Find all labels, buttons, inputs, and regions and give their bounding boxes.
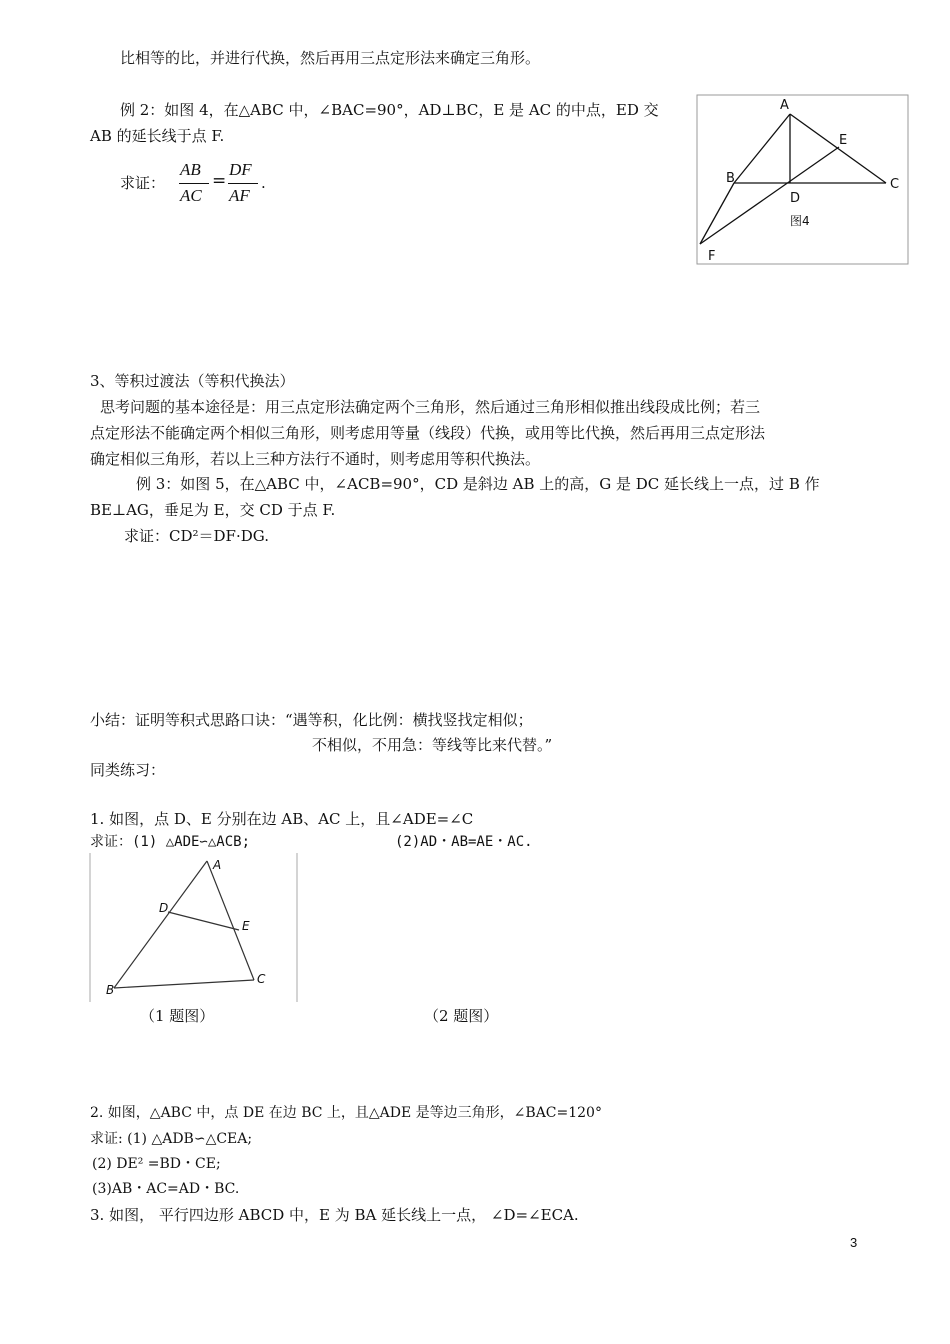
label-a: A bbox=[213, 858, 222, 872]
fraction-2-numerator: DF bbox=[229, 160, 252, 179]
question-1-figure bbox=[89, 852, 299, 1004]
example2-line2: AB 的延长线于点 F. bbox=[90, 127, 225, 145]
page-number: 3 bbox=[850, 1235, 858, 1250]
example3-line1: 例 3：如图 5，在△ABC 中，∠ACB=90°，CD 是斜边 AB 上的高，G 是 DC 延长线上一点，过 B 作 bbox=[136, 475, 820, 493]
segment-bc bbox=[114, 980, 254, 988]
section-3-para-line2: 点定形法不能确定两个相似三角形，则考虑用等量（线段）代换，或用等比代换，然后再用三点定形法 bbox=[90, 424, 766, 442]
fraction-1-bar bbox=[179, 183, 209, 184]
segment-ac bbox=[790, 114, 886, 183]
section-3-para-line3: 确定相似三角形，若以上三种方法行不通时，则考虑用等积代换法。 bbox=[90, 450, 541, 468]
label-b: B bbox=[106, 983, 115, 997]
question-2-prove-2: (2) DE² =BD・CE; bbox=[92, 1156, 221, 1172]
label-b: B bbox=[726, 171, 735, 186]
label-a: A bbox=[780, 98, 789, 113]
question-1-stem: 1. 如图，点 D、E 分别在边 AB、AC 上，且∠ADE=∠C bbox=[90, 810, 474, 828]
segment-ab bbox=[114, 861, 207, 988]
label-d: D bbox=[790, 191, 801, 206]
question-1-prove-1: 求证：(1) △ADE∽△ACB; bbox=[90, 834, 251, 850]
fraction-end-period: . bbox=[261, 174, 266, 192]
example3-line2: BE⊥AG，垂足为 E，交 CD 于点 F. bbox=[90, 501, 336, 519]
segment-ab bbox=[734, 114, 790, 183]
fraction-1-denominator: AC bbox=[180, 186, 202, 205]
question-2-stem: 2. 如图，△ABC 中，点 DE 在边 BC 上，且△ADE 是等边三角形，∠BAC=120° bbox=[90, 1105, 602, 1121]
question-1-prove-2: (2)AD・AB=AE・AC. bbox=[395, 834, 533, 850]
segment-bf bbox=[700, 183, 734, 244]
figure-4-caption: 图4 bbox=[790, 214, 810, 228]
continuation-line: 比相等的比，并进行代换，然后再用三点定形法来确定三角形。 bbox=[120, 49, 541, 67]
example2-line1: 例 2：如图 4，在△ABC 中，∠BAC=90°，AD⊥BC，E 是 AC 的中点，ED 交 bbox=[120, 101, 659, 119]
question-2-prove-1: 求证: (1) △ADB∽△CEA; bbox=[90, 1131, 253, 1147]
label-f: F bbox=[708, 249, 716, 264]
figure-2-caption: （2 题图） bbox=[424, 1007, 499, 1025]
fraction-2-bar bbox=[228, 183, 258, 184]
label-c: C bbox=[890, 177, 900, 192]
fraction-2-denominator: AF bbox=[229, 186, 250, 205]
practice-heading: 同类练习： bbox=[90, 761, 166, 779]
figure-1-caption: （1 题图） bbox=[140, 1007, 215, 1025]
question-2-prove-3: (3)AB・AC=AD・BC. bbox=[92, 1181, 240, 1197]
section-3-title: 3、等积过渡法（等积代换法） bbox=[90, 372, 295, 390]
label-c: C bbox=[257, 972, 266, 986]
section-3-para-line1: 思考问题的基本途径是：用三点定形法确定两个三角形，然后通过三角形相似推出线段成比例；若三 bbox=[100, 398, 761, 416]
segment-fe bbox=[700, 147, 839, 244]
summary-line2: 不相似，不用急：等线等比来代替。” bbox=[312, 736, 553, 754]
label-d: D bbox=[159, 901, 169, 915]
fraction-1-numerator: AB bbox=[180, 160, 201, 179]
label-e: E bbox=[839, 133, 848, 148]
summary-line1: 小结：证明等积式思路口诀：“遇等积，化比例：横找竖找定相似； bbox=[90, 711, 533, 729]
figure-4 bbox=[696, 94, 910, 266]
equals-sign: = bbox=[212, 171, 227, 191]
example2-prove-label: 求证： bbox=[120, 174, 166, 192]
example3-prove: 求证：CD²＝DF·DG. bbox=[124, 527, 269, 545]
question-3-stem: 3. 如图， 平行四边形 ABCD 中，E 为 BA 延长线上一点， ∠D=∠ECA. bbox=[90, 1206, 579, 1224]
label-e: E bbox=[242, 919, 250, 933]
